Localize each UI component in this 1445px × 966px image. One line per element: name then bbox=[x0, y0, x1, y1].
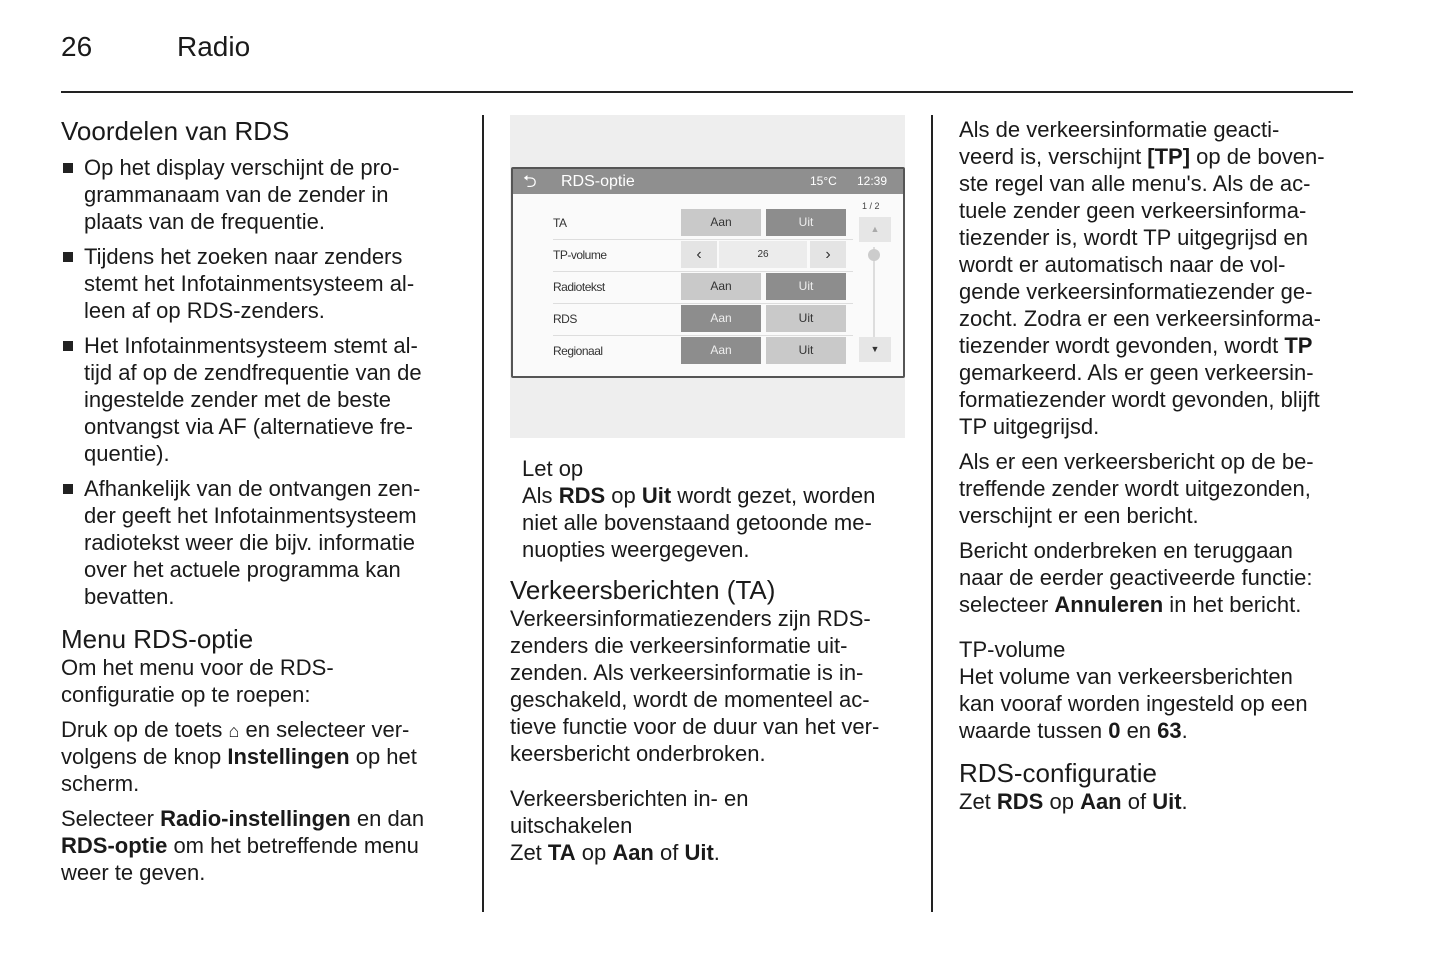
text-line: Als de verkeersinformatie geacti- bbox=[959, 117, 1280, 142]
bold-term: Radio-instellingen bbox=[160, 806, 351, 831]
bold-term: RDS bbox=[996, 789, 1044, 814]
text-line bbox=[61, 716, 461, 743]
bold-term: RDS-optie bbox=[61, 833, 168, 858]
text-line bbox=[61, 743, 461, 770]
paragraph bbox=[510, 605, 910, 767]
bold-term: Annuleren bbox=[1054, 592, 1164, 617]
column-divider bbox=[931, 115, 933, 912]
text-line: Als er een verkeersbericht op de be- bbox=[959, 449, 1314, 474]
subsection-heading bbox=[959, 636, 1359, 663]
bold-term: Instellingen bbox=[227, 744, 350, 769]
text-segment: in het bericht. bbox=[1163, 592, 1302, 617]
text-line: Op het display verschijnt de pro- bbox=[84, 155, 400, 180]
text-line: geschakeld, wordt de momenteel ac- bbox=[510, 687, 870, 712]
text-line: niet alle bovenstaand getoonde me- bbox=[522, 510, 872, 535]
text-segment: Zet bbox=[959, 789, 997, 814]
ta-on-button[interactable]: Aan bbox=[681, 209, 761, 236]
setting-label: Radiotekst bbox=[553, 280, 605, 294]
setting-label: RDS bbox=[553, 312, 577, 326]
scroll-up-button[interactable]: ▲ bbox=[859, 217, 891, 242]
home-icon: ⌂ bbox=[228, 721, 240, 741]
note-box bbox=[522, 455, 912, 563]
text-segment: of bbox=[1121, 789, 1153, 814]
text-segment: op het bbox=[349, 744, 417, 769]
text-line: over het actuele programma kan bbox=[84, 557, 401, 582]
paragraph bbox=[959, 448, 1359, 529]
section-heading bbox=[510, 575, 910, 605]
row-divider bbox=[553, 271, 853, 272]
text-line: tiezender is, wordt TP uitgegrijsd en bbox=[959, 225, 1308, 250]
setting-label: TA bbox=[553, 216, 567, 230]
column-divider bbox=[482, 115, 484, 912]
text-line: Tijdens het zoeken naar zenders bbox=[84, 244, 403, 269]
paragraph bbox=[959, 663, 1359, 744]
text-line: zenders die verkeersinformatie uit- bbox=[510, 633, 848, 658]
text-line bbox=[959, 332, 1359, 359]
text-line: Afhankelijk van de ontvangen zen- bbox=[84, 476, 421, 501]
screen-title: RDS-optie bbox=[561, 173, 635, 190]
page-title: Radio bbox=[177, 31, 251, 62]
section-heading bbox=[61, 624, 461, 654]
setting-row-radiotekst bbox=[553, 273, 853, 301]
text-segment: Druk op de toets bbox=[61, 717, 229, 742]
page-number: 26 bbox=[61, 31, 93, 62]
column-1 bbox=[61, 116, 461, 886]
screen-title-bar bbox=[513, 169, 903, 194]
column-2 bbox=[510, 575, 910, 866]
radiotekst-off-button[interactable]: Uit bbox=[766, 273, 846, 300]
bullet-item bbox=[61, 332, 461, 467]
paragraph bbox=[959, 116, 1359, 440]
text-line: plaats van de frequentie. bbox=[84, 209, 325, 234]
section-heading bbox=[61, 116, 461, 146]
bold-term: TP bbox=[1284, 333, 1313, 358]
paragraph bbox=[61, 716, 461, 797]
text-segment: . bbox=[1181, 718, 1188, 743]
text-segment: en selecteer ver- bbox=[239, 717, 410, 742]
text-line: Voordelen van RDS bbox=[61, 116, 290, 146]
text-line: gende verkeersinformatiezender ge- bbox=[959, 279, 1313, 304]
paragraph bbox=[61, 654, 461, 708]
text-line: grammanaam van de zender in bbox=[84, 182, 389, 207]
text-line: Het volume van verkeersberichten bbox=[959, 664, 1293, 689]
volume-decrease-button[interactable]: ‹ bbox=[681, 241, 717, 268]
text-line: naar de eerder geactiveerde functie: bbox=[959, 565, 1313, 590]
text-line: verschijnt er een bericht. bbox=[959, 503, 1199, 528]
bold-term: Uit bbox=[684, 840, 714, 865]
bold-term: TA bbox=[547, 840, 576, 865]
paragraph bbox=[510, 839, 910, 866]
bold-term: 0 bbox=[1108, 718, 1121, 743]
text-line: Verkeersinformatiezenders zijn RDS- bbox=[510, 606, 871, 631]
text-line: tieve functie voor de duur van het ver- bbox=[510, 714, 880, 739]
bullet-item bbox=[61, 475, 461, 610]
text-segment: of bbox=[653, 840, 685, 865]
text-line: Om het menu voor de RDS- bbox=[61, 655, 334, 680]
text-segment: op bbox=[605, 483, 642, 508]
setting-row-rds bbox=[553, 305, 853, 333]
setting-row-ta bbox=[553, 209, 853, 237]
text-line: tuele zender geen verkeersinforma- bbox=[959, 198, 1307, 223]
paragraph bbox=[61, 805, 461, 886]
text-line bbox=[61, 805, 461, 832]
text-segment: om het betreffende menu bbox=[167, 833, 419, 858]
ta-off-button[interactable]: Uit bbox=[766, 209, 846, 236]
text-line: tijd af op de zendfrequentie van de bbox=[84, 360, 422, 385]
column-3 bbox=[959, 116, 1359, 815]
bullet-item bbox=[61, 154, 461, 235]
text-line: uitschakelen bbox=[510, 813, 633, 838]
text-line: kan vooraf worden ingesteld op een bbox=[959, 691, 1308, 716]
bold-term: RDS bbox=[558, 483, 606, 508]
text-line: TP-volume bbox=[959, 637, 1066, 662]
text-line bbox=[522, 482, 912, 509]
bold-term: Aan bbox=[1080, 789, 1122, 814]
text-line: treffende zender wordt uitgezonden, bbox=[959, 476, 1311, 501]
text-segment: Selecteer bbox=[61, 806, 161, 831]
text-line: keersbericht onderbroken. bbox=[510, 741, 766, 766]
text-segment: en dan bbox=[350, 806, 425, 831]
bold-term: [TP] bbox=[1147, 144, 1191, 169]
bullet-item bbox=[61, 243, 461, 324]
radiotekst-on-button[interactable]: Aan bbox=[681, 273, 761, 300]
infotainment-screen bbox=[511, 167, 905, 378]
paragraph bbox=[959, 537, 1359, 618]
text-segment: tiezender wordt gevonden, wordt bbox=[959, 333, 1285, 358]
setting-row-regionaal bbox=[553, 337, 853, 365]
text-segment: wordt gezet, worden bbox=[671, 483, 876, 508]
text-segment: Als bbox=[522, 483, 559, 508]
text-line: quentie). bbox=[84, 441, 170, 466]
note-title: Let op bbox=[522, 456, 584, 481]
row-divider bbox=[553, 239, 853, 240]
row-divider bbox=[553, 335, 853, 336]
text-line: TP uitgegrijsd. bbox=[959, 414, 1100, 439]
text-segment: veerd is, verschijnt bbox=[959, 144, 1148, 169]
scrollbar-thumb[interactable] bbox=[868, 249, 880, 261]
regionaal-off-button[interactable]: Uit bbox=[766, 337, 846, 364]
page-indicator: 1 / 2 bbox=[862, 201, 880, 211]
text-line: stemt het Infotainmentsysteem al- bbox=[84, 271, 415, 296]
text-line bbox=[959, 717, 1359, 744]
text-segment: en bbox=[1120, 718, 1158, 743]
text-line bbox=[959, 143, 1359, 170]
text-line: leen af op RDS-zenders. bbox=[84, 298, 325, 323]
text-line bbox=[61, 832, 461, 859]
text-line: scherm. bbox=[61, 771, 140, 796]
text-line: Bericht onderbreken en teruggaan bbox=[959, 538, 1293, 563]
rds-off-button[interactable]: Uit bbox=[766, 305, 846, 332]
bold-term: Uit bbox=[1152, 789, 1182, 814]
text-segment: op de boven- bbox=[1190, 144, 1325, 169]
text-line bbox=[510, 839, 910, 866]
text-segment: op bbox=[575, 840, 613, 865]
text-line: radiotekst weer die bijv. informatie bbox=[84, 530, 415, 555]
text-line: ontvangst via AF (alternatieve fre- bbox=[84, 414, 413, 439]
text-line: Verkeersberichten (TA) bbox=[510, 575, 776, 605]
bold-term: Aan bbox=[612, 840, 654, 865]
text-line: ste regel van alle menu's. Als de ac- bbox=[959, 171, 1311, 196]
regionaal-on-button[interactable]: Aan bbox=[681, 337, 761, 364]
text-line: wordt er automatisch naar de vol- bbox=[959, 252, 1286, 277]
text-line: bevatten. bbox=[84, 584, 175, 609]
text-line: der geeft het Infotainmentsysteem bbox=[84, 503, 417, 528]
rds-option-screenshot bbox=[510, 115, 905, 438]
volume-increase-button[interactable]: › bbox=[810, 241, 846, 268]
text-line: zenden. Als verkeersinformatie is in- bbox=[510, 660, 864, 685]
text-line: weer te geven. bbox=[61, 860, 206, 885]
text-line: formatiezender wordt gevonden, blijft bbox=[959, 387, 1320, 412]
text-segment: . bbox=[1181, 789, 1188, 814]
text-line bbox=[959, 591, 1359, 618]
header-divider bbox=[61, 91, 1353, 93]
text-line: Verkeersberichten in- en bbox=[510, 786, 749, 811]
text-segment: waarde tussen bbox=[959, 718, 1109, 743]
rds-on-button[interactable]: Aan bbox=[681, 305, 761, 332]
text-line: ingestelde zender met de beste bbox=[84, 387, 391, 412]
text-line: RDS-configuratie bbox=[959, 758, 1157, 788]
text-line: configuratie op te roepen: bbox=[61, 682, 311, 707]
text-segment: volgens de knop bbox=[61, 744, 228, 769]
text-line bbox=[959, 788, 1359, 815]
temperature: 15°C bbox=[810, 174, 837, 188]
text-segment: selecteer bbox=[959, 592, 1055, 617]
setting-label: Regionaal bbox=[553, 344, 603, 358]
volume-value: 26 bbox=[719, 241, 807, 268]
setting-label: TP-volume bbox=[553, 248, 607, 262]
scroll-down-button[interactable]: ▼ bbox=[859, 337, 891, 362]
bold-term: 63 bbox=[1157, 718, 1182, 743]
subsection-heading bbox=[510, 785, 910, 839]
bold-term: Uit bbox=[641, 483, 672, 508]
text-line: Het Infotainmentsysteem stemt al- bbox=[84, 333, 418, 358]
text-line: Menu RDS-optie bbox=[61, 624, 254, 654]
section-heading bbox=[959, 758, 1359, 788]
text-line: gemarkeerd. Als er geen verkeersin- bbox=[959, 360, 1314, 385]
setting-row-tp-volume bbox=[553, 241, 853, 269]
back-icon[interactable]: ⮌ bbox=[523, 172, 537, 191]
row-divider bbox=[553, 303, 853, 304]
text-line: nuopties weergegeven. bbox=[522, 537, 750, 562]
text-segment: Zet bbox=[510, 840, 548, 865]
paragraph bbox=[959, 788, 1359, 815]
text-line: zocht. Zodra er een verkeersinforma- bbox=[959, 306, 1321, 331]
text-segment: op bbox=[1043, 789, 1081, 814]
text-segment: . bbox=[713, 840, 720, 865]
clock: 12:39 bbox=[857, 174, 888, 188]
